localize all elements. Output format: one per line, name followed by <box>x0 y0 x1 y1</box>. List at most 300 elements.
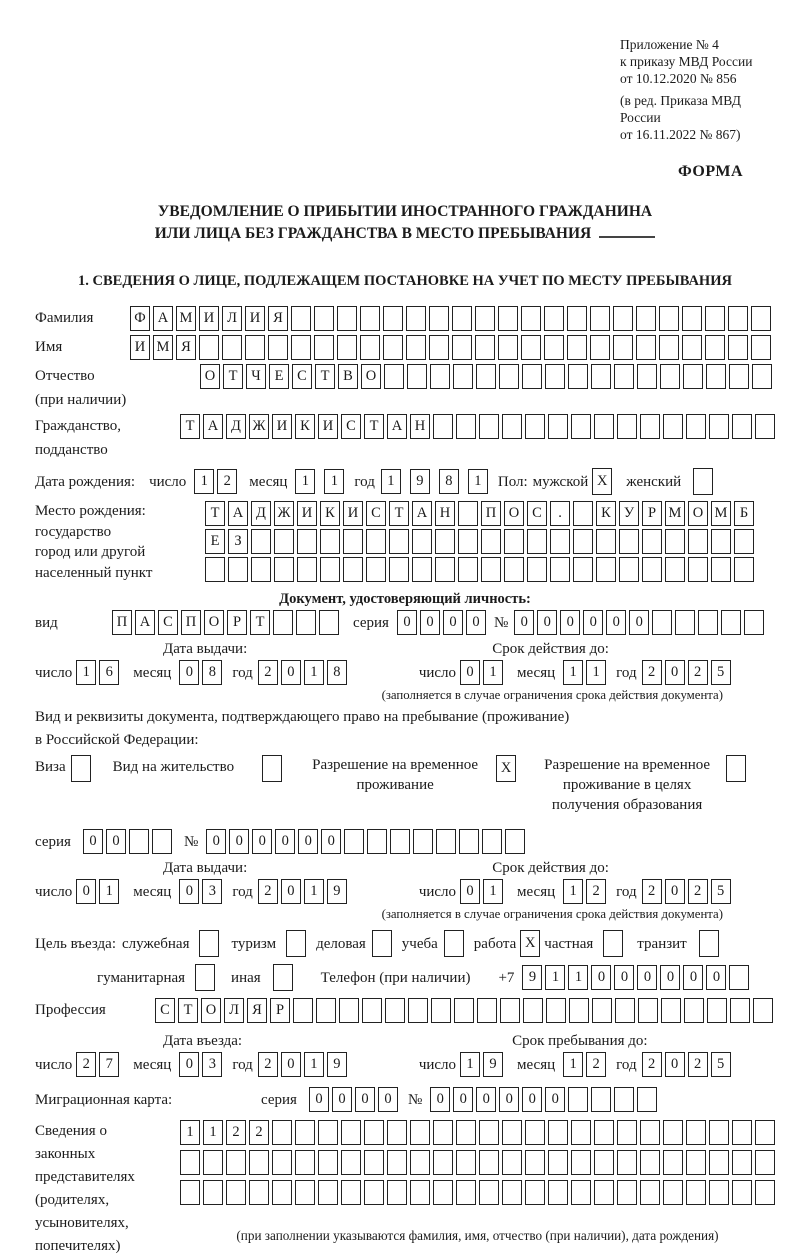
form-cell[interactable] <box>683 364 703 389</box>
form-cell[interactable]: Ж <box>274 501 294 526</box>
form-cell[interactable]: 1 <box>180 1120 200 1145</box>
form-cell[interactable] <box>458 557 478 582</box>
form-cell[interactable]: И <box>343 501 363 526</box>
form-cell[interactable] <box>479 1150 499 1175</box>
form-cell[interactable]: П <box>181 610 201 635</box>
form-cell[interactable] <box>752 364 772 389</box>
form-cell[interactable] <box>245 335 265 360</box>
form-cell[interactable] <box>711 557 731 582</box>
form-cell[interactable]: А <box>228 501 248 526</box>
form-cell[interactable] <box>452 335 472 360</box>
form-cell[interactable] <box>295 1180 315 1205</box>
form-cell[interactable] <box>617 1180 637 1205</box>
form-cell[interactable] <box>504 557 524 582</box>
form-cell[interactable] <box>477 998 497 1023</box>
form-cell[interactable] <box>222 335 242 360</box>
form-cell[interactable] <box>502 1120 522 1145</box>
form-cell[interactable]: 0 <box>83 829 103 854</box>
birth-month-cells[interactable] <box>295 469 344 494</box>
form-cell[interactable] <box>475 335 495 360</box>
form-cell[interactable]: Д <box>251 501 271 526</box>
form-cell[interactable] <box>408 998 428 1023</box>
form-cell[interactable] <box>203 1150 223 1175</box>
form-cell[interactable] <box>617 1120 637 1145</box>
form-cell[interactable]: 1 <box>468 469 488 494</box>
form-cell[interactable] <box>433 1150 453 1175</box>
form-cell[interactable]: 0 <box>560 610 580 635</box>
form-cell[interactable]: 2 <box>258 879 278 904</box>
sex-male-checkbox[interactable] <box>592 468 612 495</box>
form-cell[interactable] <box>569 998 589 1023</box>
form-cell[interactable]: 0 <box>629 610 649 635</box>
form-cell[interactable] <box>152 829 172 854</box>
form-cell[interactable] <box>429 335 449 360</box>
form-cell[interactable] <box>316 998 336 1023</box>
form-cell[interactable] <box>456 1180 476 1205</box>
form-cell[interactable] <box>413 829 433 854</box>
form-cell[interactable] <box>293 998 313 1023</box>
doc-number-cells[interactable] <box>514 610 764 635</box>
form-cell[interactable] <box>521 306 541 331</box>
form-cell[interactable] <box>499 364 519 389</box>
form-cell[interactable]: 0 <box>420 610 440 635</box>
form-cell[interactable]: 0 <box>453 1087 473 1112</box>
form-cell[interactable] <box>272 1120 292 1145</box>
form-cell[interactable]: 0 <box>683 965 703 990</box>
form-cell[interactable] <box>249 1180 269 1205</box>
migration-number-cells[interactable] <box>430 1087 657 1112</box>
form-cell[interactable]: 0 <box>281 660 301 685</box>
form-cell[interactable]: Р <box>642 501 662 526</box>
form-cell[interactable]: Я <box>176 335 196 360</box>
form-cell[interactable] <box>659 306 679 331</box>
form-cell[interactable]: 2 <box>586 879 606 904</box>
stay-doc-number-cells[interactable] <box>206 829 525 854</box>
form-cell[interactable]: И <box>245 306 265 331</box>
visa-checkbox[interactable] <box>71 755 91 782</box>
form-cell[interactable]: 0 <box>665 1052 685 1077</box>
form-cell[interactable] <box>367 829 387 854</box>
form-cell[interactable] <box>594 414 614 439</box>
form-cell[interactable] <box>366 557 386 582</box>
form-cell[interactable]: У <box>619 501 639 526</box>
form-cell[interactable] <box>479 1180 499 1205</box>
form-cell[interactable] <box>709 1150 729 1175</box>
form-cell[interactable] <box>274 529 294 554</box>
form-cell[interactable] <box>502 1180 522 1205</box>
form-cell[interactable] <box>360 335 380 360</box>
form-cell[interactable] <box>548 1180 568 1205</box>
entry-day-cells[interactable] <box>76 1052 119 1077</box>
form-cell[interactable] <box>273 964 293 991</box>
form-cell[interactable]: Ф <box>130 306 150 331</box>
form-cell[interactable]: М <box>665 501 685 526</box>
form-cell[interactable] <box>721 610 741 635</box>
form-cell[interactable]: Т <box>178 998 198 1023</box>
form-cell[interactable] <box>410 1150 430 1175</box>
form-cell[interactable] <box>251 557 271 582</box>
form-cell[interactable] <box>412 529 432 554</box>
form-cell[interactable] <box>663 1180 683 1205</box>
form-cell[interactable] <box>596 529 616 554</box>
form-cell[interactable]: 0 <box>522 1087 542 1112</box>
form-cell[interactable] <box>688 529 708 554</box>
form-cell[interactable] <box>435 557 455 582</box>
form-cell[interactable] <box>568 364 588 389</box>
stay-doc-valid-day-cells[interactable] <box>460 879 503 904</box>
form-cell[interactable]: Ж <box>249 414 269 439</box>
form-cell[interactable]: 3 <box>202 879 222 904</box>
stay-doc-valid-year-cells[interactable] <box>642 879 731 904</box>
form-cell[interactable] <box>458 529 478 554</box>
form-cell[interactable] <box>686 1120 706 1145</box>
form-cell[interactable]: И <box>297 501 317 526</box>
birth-year-cells[interactable] <box>381 469 488 494</box>
form-cell[interactable]: 0 <box>206 829 226 854</box>
form-cell[interactable] <box>706 364 726 389</box>
form-cell[interactable]: О <box>200 364 220 389</box>
form-cell[interactable] <box>550 557 570 582</box>
form-cell[interactable] <box>344 829 364 854</box>
form-cell[interactable]: З <box>228 529 248 554</box>
form-cell[interactable] <box>617 414 637 439</box>
form-cell[interactable] <box>387 1180 407 1205</box>
form-cell[interactable] <box>711 529 731 554</box>
form-cell[interactable] <box>546 998 566 1023</box>
form-cell[interactable] <box>337 306 357 331</box>
form-cell[interactable] <box>318 1180 338 1205</box>
iddoc-issue-month-cells[interactable] <box>179 660 222 685</box>
purpose-checkbox-gumanitarnaya[interactable] <box>195 964 215 991</box>
form-cell[interactable]: 8 <box>439 469 459 494</box>
form-cell[interactable]: 9 <box>410 469 430 494</box>
form-cell[interactable]: С <box>366 501 386 526</box>
form-cell[interactable]: 1 <box>99 879 119 904</box>
form-cell[interactable] <box>199 335 219 360</box>
form-cell[interactable]: 0 <box>637 965 657 990</box>
representatives-cells-row2[interactable] <box>180 1150 775 1175</box>
form-cell[interactable]: 0 <box>514 610 534 635</box>
form-cell[interactable] <box>389 529 409 554</box>
form-cell[interactable]: 2 <box>258 1052 278 1077</box>
form-cell[interactable] <box>682 306 702 331</box>
form-cell[interactable]: А <box>412 501 432 526</box>
form-cell[interactable] <box>205 557 225 582</box>
form-cell[interactable] <box>729 965 749 990</box>
form-cell[interactable] <box>505 829 525 854</box>
form-cell[interactable]: И <box>272 414 292 439</box>
form-cell[interactable] <box>590 306 610 331</box>
form-cell[interactable] <box>180 1150 200 1175</box>
form-cell[interactable]: 1 <box>563 1052 583 1077</box>
form-cell[interactable] <box>755 1150 775 1175</box>
form-cell[interactable] <box>314 335 334 360</box>
birthplace-cells-row3[interactable] <box>205 557 754 582</box>
form-cell[interactable] <box>226 1150 246 1175</box>
form-cell[interactable] <box>527 529 547 554</box>
stay-doc-issue-month-cells[interactable] <box>179 879 222 904</box>
form-cell[interactable] <box>652 610 672 635</box>
form-cell[interactable]: К <box>295 414 315 439</box>
form-cell[interactable] <box>372 930 392 957</box>
form-cell[interactable] <box>544 306 564 331</box>
form-cell[interactable]: 7 <box>99 1052 119 1077</box>
form-cell[interactable] <box>726 755 746 782</box>
form-cell[interactable] <box>590 335 610 360</box>
form-cell[interactable]: Н <box>410 414 430 439</box>
form-cell[interactable]: 0 <box>332 1087 352 1112</box>
form-cell[interactable] <box>430 364 450 389</box>
form-cell[interactable]: 1 <box>545 965 565 990</box>
migration-series-cells[interactable] <box>309 1087 398 1112</box>
form-cell[interactable]: 2 <box>688 1052 708 1077</box>
form-cell[interactable] <box>729 364 749 389</box>
form-cell[interactable] <box>456 1120 476 1145</box>
stay-doc-issue-day-cells[interactable] <box>76 879 119 904</box>
form-cell[interactable]: 2 <box>642 660 662 685</box>
form-cell[interactable]: 0 <box>179 1052 199 1077</box>
form-cell[interactable]: И <box>130 335 150 360</box>
form-cell[interactable]: 9 <box>483 1052 503 1077</box>
profession-cells[interactable] <box>155 998 773 1023</box>
form-cell[interactable] <box>544 335 564 360</box>
residence-permit-checkbox[interactable] <box>262 755 282 782</box>
form-cell[interactable]: 5 <box>711 879 731 904</box>
form-cell[interactable] <box>251 529 271 554</box>
form-cell[interactable] <box>444 930 464 957</box>
form-cell[interactable] <box>364 1180 384 1205</box>
form-cell[interactable] <box>640 1150 660 1175</box>
form-cell[interactable] <box>688 557 708 582</box>
iddoc-valid-year-cells[interactable] <box>642 660 731 685</box>
form-cell[interactable]: Т <box>223 364 243 389</box>
form-cell[interactable]: 0 <box>281 879 301 904</box>
form-cell[interactable]: 1 <box>563 660 583 685</box>
form-cell[interactable] <box>571 414 591 439</box>
form-cell[interactable] <box>660 364 680 389</box>
form-cell[interactable] <box>571 1120 591 1145</box>
form-cell[interactable] <box>295 1150 315 1175</box>
form-cell[interactable] <box>458 501 478 526</box>
form-cell[interactable] <box>545 364 565 389</box>
form-cell[interactable]: П <box>112 610 132 635</box>
form-cell[interactable]: 0 <box>466 610 486 635</box>
citizenship-cells[interactable] <box>180 414 775 439</box>
form-cell[interactable]: 0 <box>229 829 249 854</box>
stay-doc-issue-year-cells[interactable] <box>258 879 347 904</box>
form-cell[interactable]: 1 <box>304 879 324 904</box>
form-cell[interactable]: 0 <box>476 1087 496 1112</box>
form-cell[interactable]: 8 <box>202 660 222 685</box>
form-cell[interactable]: О <box>201 998 221 1023</box>
form-cell[interactable] <box>573 501 593 526</box>
form-cell[interactable] <box>525 414 545 439</box>
form-cell[interactable] <box>525 1150 545 1175</box>
form-cell[interactable]: Н <box>435 501 455 526</box>
form-cell[interactable] <box>732 1180 752 1205</box>
form-cell[interactable] <box>613 335 633 360</box>
form-cell[interactable] <box>129 829 149 854</box>
form-cell[interactable]: А <box>203 414 223 439</box>
form-cell[interactable]: 0 <box>397 610 417 635</box>
form-cell[interactable]: Я <box>268 306 288 331</box>
form-cell[interactable]: 3 <box>202 1052 222 1077</box>
form-cell[interactable]: 0 <box>660 965 680 990</box>
form-cell[interactable] <box>262 755 282 782</box>
stay-day-cells[interactable] <box>460 1052 503 1077</box>
form-cell[interactable] <box>548 414 568 439</box>
form-cell[interactable]: 0 <box>460 660 480 685</box>
form-cell[interactable] <box>550 529 570 554</box>
form-cell[interactable]: 1 <box>381 469 401 494</box>
form-cell[interactable] <box>366 529 386 554</box>
form-cell[interactable]: 2 <box>226 1120 246 1145</box>
iddoc-issue-year-cells[interactable] <box>258 660 347 685</box>
form-cell[interactable] <box>296 610 316 635</box>
form-cell[interactable]: 2 <box>76 1052 96 1077</box>
form-cell[interactable] <box>638 998 658 1023</box>
form-cell[interactable]: 5 <box>711 1052 731 1077</box>
form-cell[interactable]: Т <box>315 364 335 389</box>
form-cell[interactable] <box>481 529 501 554</box>
form-cell[interactable]: 1 <box>586 660 606 685</box>
form-cell[interactable]: 1 <box>203 1120 223 1145</box>
form-cell[interactable] <box>637 364 657 389</box>
form-cell[interactable] <box>573 557 593 582</box>
form-cell[interactable] <box>596 557 616 582</box>
form-cell[interactable]: 0 <box>706 965 726 990</box>
form-cell[interactable]: 0 <box>499 1087 519 1112</box>
form-cell[interactable] <box>755 414 775 439</box>
form-cell[interactable] <box>314 306 334 331</box>
form-cell[interactable] <box>755 1120 775 1145</box>
form-cell[interactable] <box>454 998 474 1023</box>
form-cell[interactable]: 0 <box>378 1087 398 1112</box>
form-cell[interactable] <box>498 306 518 331</box>
form-cell[interactable] <box>431 998 451 1023</box>
form-cell[interactable] <box>751 306 771 331</box>
form-cell[interactable] <box>663 414 683 439</box>
form-cell[interactable] <box>659 335 679 360</box>
form-cell[interactable] <box>390 829 410 854</box>
form-cell[interactable] <box>619 557 639 582</box>
form-cell[interactable] <box>479 414 499 439</box>
form-cell[interactable]: С <box>158 610 178 635</box>
form-cell[interactable]: 2 <box>217 469 237 494</box>
form-cell[interactable] <box>573 529 593 554</box>
form-cell[interactable] <box>594 1150 614 1175</box>
form-cell[interactable] <box>732 1150 752 1175</box>
purpose-checkbox-rabota[interactable] <box>520 930 540 957</box>
form-cell[interactable] <box>665 529 685 554</box>
form-cell[interactable]: 9 <box>327 1052 347 1077</box>
form-cell[interactable]: 6 <box>99 660 119 685</box>
form-cell[interactable]: М <box>153 335 173 360</box>
form-cell[interactable] <box>337 335 357 360</box>
form-cell[interactable] <box>686 1150 706 1175</box>
form-cell[interactable] <box>295 1120 315 1145</box>
form-cell[interactable] <box>71 755 91 782</box>
form-cell[interactable]: 1 <box>304 660 324 685</box>
form-cell[interactable] <box>500 998 520 1023</box>
form-cell[interactable] <box>452 306 472 331</box>
form-cell[interactable] <box>410 1120 430 1145</box>
form-cell[interactable] <box>522 364 542 389</box>
form-cell[interactable]: 9 <box>327 879 347 904</box>
form-cell[interactable] <box>273 610 293 635</box>
form-cell[interactable] <box>640 414 660 439</box>
form-cell[interactable] <box>383 335 403 360</box>
form-cell[interactable]: 0 <box>179 879 199 904</box>
form-cell[interactable]: В <box>338 364 358 389</box>
form-cell[interactable] <box>433 1120 453 1145</box>
form-cell[interactable]: 2 <box>642 879 662 904</box>
birthplace-cells-row2[interactable] <box>205 529 754 554</box>
form-cell[interactable] <box>384 364 404 389</box>
form-cell[interactable] <box>502 414 522 439</box>
form-cell[interactable] <box>410 1180 430 1205</box>
form-cell[interactable] <box>406 335 426 360</box>
form-cell[interactable] <box>693 468 713 495</box>
birth-day-cells[interactable] <box>194 469 237 494</box>
form-cell[interactable] <box>707 998 727 1023</box>
form-cell[interactable] <box>525 1180 545 1205</box>
form-cell[interactable]: 2 <box>688 660 708 685</box>
form-cell[interactable] <box>498 335 518 360</box>
form-cell[interactable] <box>475 306 495 331</box>
form-cell[interactable] <box>686 414 706 439</box>
form-cell[interactable] <box>456 414 476 439</box>
stay-month-cells[interactable] <box>563 1052 606 1077</box>
birthplace-cells-row1[interactable] <box>205 501 754 526</box>
form-cell[interactable]: И <box>199 306 219 331</box>
form-cell[interactable] <box>341 1120 361 1145</box>
form-cell[interactable]: 0 <box>583 610 603 635</box>
form-cell[interactable] <box>481 557 501 582</box>
entry-month-cells[interactable] <box>179 1052 222 1077</box>
form-cell[interactable] <box>272 1180 292 1205</box>
form-cell[interactable] <box>686 1180 706 1205</box>
form-cell[interactable] <box>728 306 748 331</box>
form-cell[interactable] <box>709 414 729 439</box>
form-cell[interactable]: 2 <box>258 660 278 685</box>
form-cell[interactable]: 1 <box>76 660 96 685</box>
form-cell[interactable]: 0 <box>309 1087 329 1112</box>
form-cell[interactable]: 0 <box>606 610 626 635</box>
form-cell[interactable] <box>709 1120 729 1145</box>
form-cell[interactable] <box>705 335 725 360</box>
form-cell[interactable] <box>343 529 363 554</box>
form-cell[interactable] <box>592 998 612 1023</box>
form-cell[interactable] <box>675 610 695 635</box>
form-cell[interactable] <box>548 1150 568 1175</box>
form-cell[interactable] <box>527 557 547 582</box>
form-cell[interactable]: Р <box>227 610 247 635</box>
form-cell[interactable] <box>433 1180 453 1205</box>
form-cell[interactable] <box>594 1180 614 1205</box>
form-cell[interactable] <box>406 306 426 331</box>
form-cell[interactable]: 0 <box>430 1087 450 1112</box>
form-cell[interactable] <box>732 1120 752 1145</box>
form-cell[interactable]: Л <box>222 306 242 331</box>
form-cell[interactable]: 1 <box>568 965 588 990</box>
form-cell[interactable] <box>684 998 704 1023</box>
form-cell[interactable] <box>728 335 748 360</box>
form-cell[interactable]: 1 <box>295 469 315 494</box>
form-cell[interactable] <box>383 306 403 331</box>
form-cell[interactable] <box>291 335 311 360</box>
form-cell[interactable]: 9 <box>522 965 542 990</box>
